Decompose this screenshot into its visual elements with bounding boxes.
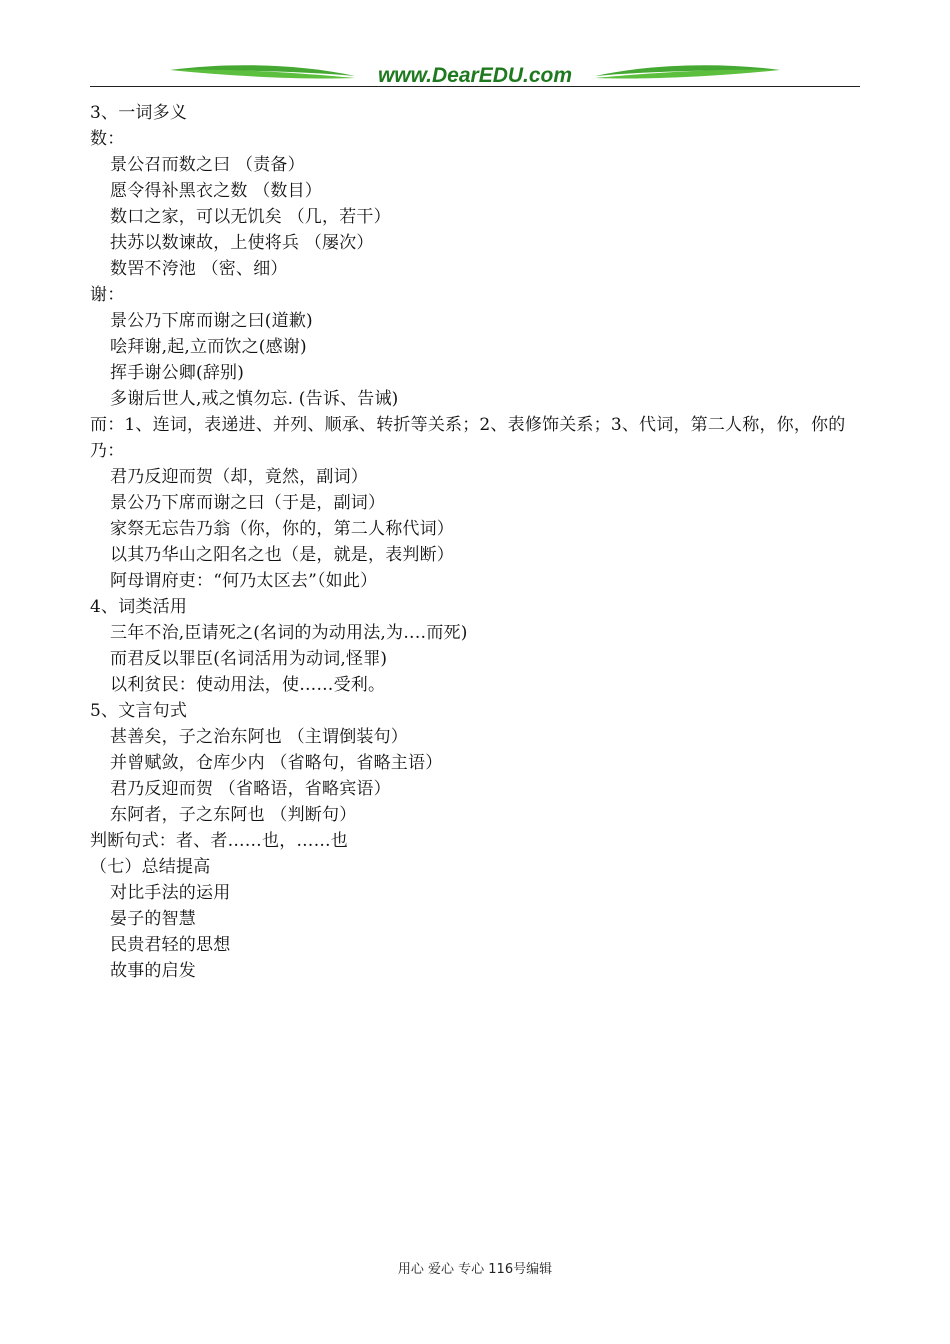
section-heading-summary: （七）总结提高 bbox=[90, 857, 211, 877]
summary-item: 民贵君轻的思想 bbox=[110, 935, 231, 955]
example-line: 以其乃华山之阳名之也（是，就是，表判断） bbox=[110, 545, 454, 565]
site-text: www.DearEDU.com bbox=[377, 64, 573, 87]
term-shu: 数： bbox=[90, 129, 125, 149]
example-line: 景公乃下席而谢之曰(道歉) bbox=[110, 311, 313, 331]
example-line: 甚善矣，子之治东阿也 （主谓倒装句） bbox=[110, 727, 409, 747]
example-line: 家祭无忘告乃翁（你，你的，第二人称代词） bbox=[110, 519, 454, 539]
example-line: 扶苏以数谏故，上使将兵 （屡次） bbox=[110, 233, 374, 253]
example-line: 数口之家，可以无饥矣 （几，若干） bbox=[110, 207, 391, 227]
example-line: 挥手谢公卿(辞别) bbox=[110, 363, 245, 383]
example-line: 数罟不洿池 （密、细） bbox=[110, 259, 288, 279]
header-rule bbox=[90, 86, 860, 87]
example-line: 东阿者，子之东阿也 （判断句） bbox=[110, 805, 357, 825]
example-line: 景公乃下席而谢之曰（于是，副词） bbox=[110, 493, 386, 513]
document-body bbox=[90, 100, 865, 984]
example-line: 君乃反迎而贺（却，竟然，副词） bbox=[110, 467, 368, 487]
term-er: 而：1、连词，表递进、并列、顺承、转折等关系；2、表修饰关系；3、代词，第二人称，你，你的 bbox=[90, 415, 846, 435]
section-heading-word-class: 4、词类活用 bbox=[90, 597, 188, 617]
example-line: 而君反以罪臣(名词活用为动词,怪罪) bbox=[110, 649, 388, 669]
example-line: 景公召而数之曰 （责备） bbox=[110, 155, 305, 175]
summary-item: 对比手法的运用 bbox=[110, 883, 231, 903]
example-line: 阿母谓府吏：“何乃太区去”（如此） bbox=[110, 571, 378, 591]
example-line: 多谢后世人,戒之慎勿忘. (告诉、告诫) bbox=[110, 389, 399, 409]
example-line: 愿令得补黑衣之数 （数目） bbox=[110, 181, 323, 201]
term-xie: 谢： bbox=[90, 285, 125, 305]
example-line: 哙拜谢,起,立而饮之(感谢) bbox=[110, 337, 307, 357]
page-footer: 用心 爱心 专心 116号编辑 bbox=[397, 1262, 553, 1277]
summary-item: 故事的启发 bbox=[110, 961, 196, 981]
judgment-pattern-line: 判断句式：者、者……也，……也 bbox=[90, 831, 348, 851]
example-line: 以利贫民：使动用法，使……受利。 bbox=[110, 675, 386, 695]
example-line: 君乃反迎而贺 （省略语，省略宾语） bbox=[110, 779, 391, 799]
summary-item: 晏子的智慧 bbox=[110, 909, 196, 929]
section-heading-polysemy: 3、一词多义 bbox=[90, 103, 188, 123]
example-line: 并曾赋敛，仓库少内 （省略句，省略主语） bbox=[110, 753, 443, 773]
term-nai: 乃： bbox=[90, 441, 125, 461]
example-line: 三年不治,臣请死之(名词的为动用法,为‥‥而死) bbox=[110, 623, 468, 643]
section-heading-sentence-patterns: 5、文言句式 bbox=[90, 701, 188, 721]
